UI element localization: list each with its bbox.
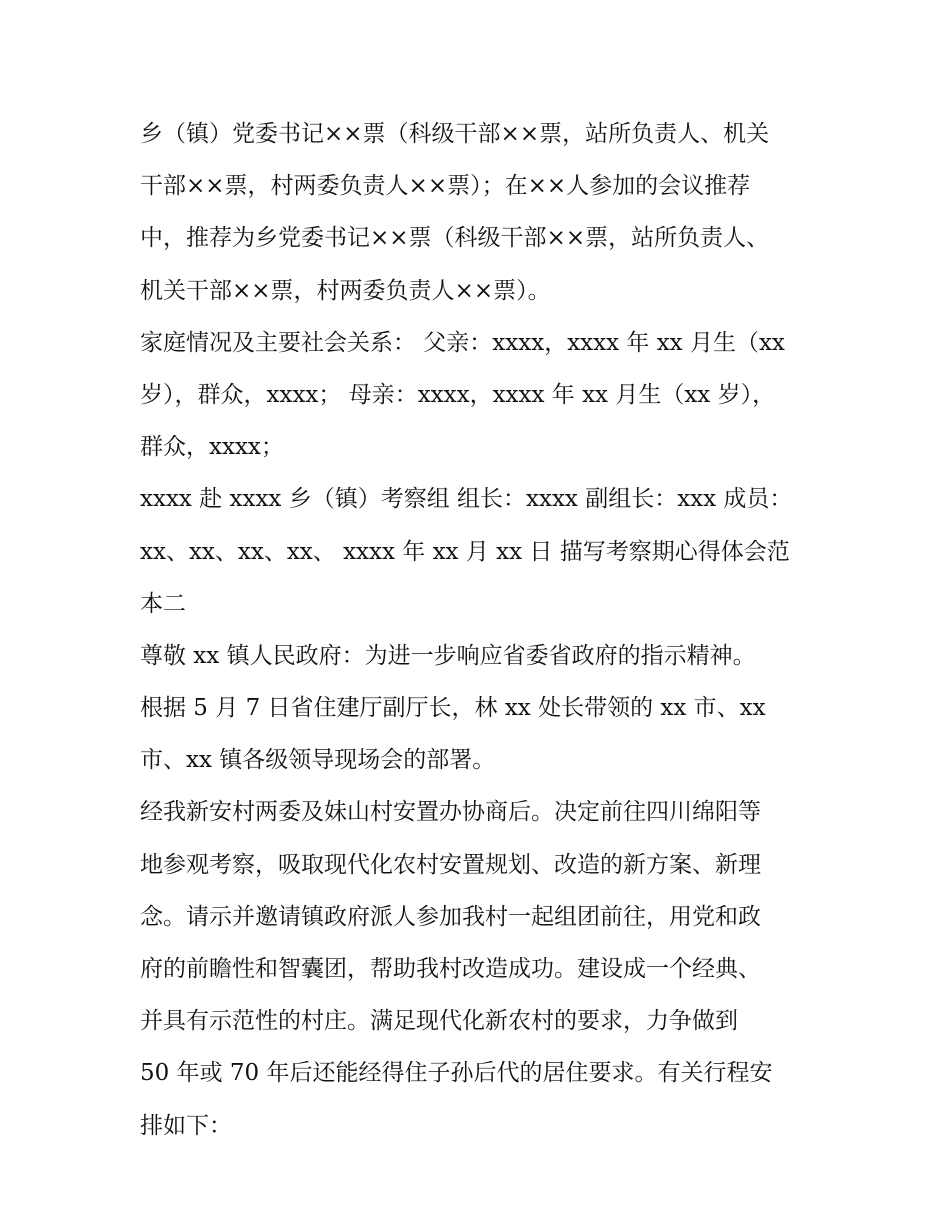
text-line: 府的前瞻性和智囊团，帮助我村改造成功。建设成一个经典、 — [140, 956, 761, 982]
text-line: 干部××票，村两委负责人××票）；在××人参加的会议推荐 — [140, 173, 751, 200]
text-line: 念。请示并邀请镇政府派人参加我村一起组团前往，用党和政 — [140, 903, 761, 930]
text-line: xx、xx、xx、xx、 xxxx 年 xx 月 xx 日 描写考察期心得体会范 — [140, 538, 790, 565]
text-line: 本二 — [140, 590, 186, 617]
text-line: 家庭情况及主要社会关系： 父亲：xxxx，xxxx 年 xx 月生（xx — [140, 329, 785, 356]
text-line: 市、xx 镇各级领导现场会的部署。 — [140, 747, 496, 774]
text-line: 根据 5 月 7 日省住建厅副厅长，林 xx 处长带领的 xx 市、xx — [140, 695, 766, 722]
text-line: 群众，xxxx； — [140, 434, 284, 461]
text-line: 岁），群众，xxxx； 母亲：xxxx，xxxx 年 xx 月生（xx 岁）， — [140, 381, 776, 408]
text-line: 机关干部××票，村两委负责人××票）。 — [140, 277, 551, 304]
text-line: 50 年或 70 年后还能经得住子孙后代的居住要求。有关行程安 — [140, 1060, 773, 1087]
text-line: 排如下： — [140, 1112, 232, 1139]
text-line: 尊敬 xx 镇人民政府：为进一步响应省委省政府的指示精神。 — [140, 642, 756, 669]
text-line: 地参观考察，吸取现代化农村安置规划、改造的新方案、新理 — [140, 851, 761, 878]
text-line: 并具有示范性的村庄。满足现代化新农村的要求，力争做到 — [140, 1008, 738, 1035]
document-body — [140, 108, 820, 1152]
text-line: 乡（镇）党委书记××票（科级干部××票，站所负责人、机关 — [140, 121, 770, 147]
text-line: 中，推荐为乡党委书记××票（科级干部××票，站所负责人、 — [140, 225, 770, 252]
text-line: 经我新安村两委及妹山村安置办协商后。决定前往四川绵阳等 — [140, 799, 761, 826]
text-line: xxxx 赴 xxxx 乡（镇）考察组 组长：xxxx 副组长：xxx 成员： — [140, 486, 793, 513]
